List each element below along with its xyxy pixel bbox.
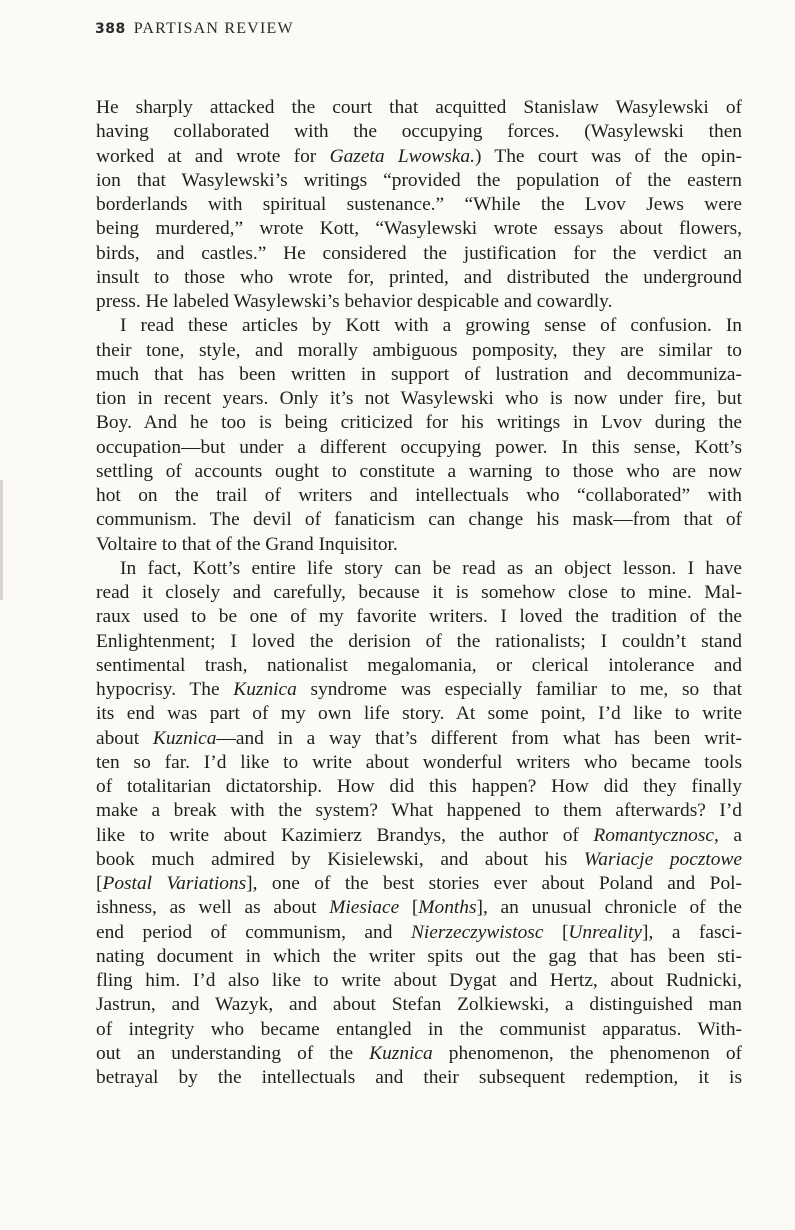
text-run: [ — [96, 873, 103, 894]
italic-title: Postal Variations — [102, 873, 247, 894]
text-line — [96, 557, 742, 581]
text-line — [96, 654, 742, 678]
italic-title: Kuznica — [369, 1042, 433, 1064]
text-line — [96, 969, 742, 993]
text-run: Voltaire to that of the Grand Inquisitor. — [96, 533, 398, 555]
text-line — [96, 217, 742, 241]
text-line — [96, 630, 742, 654]
text-run: having collaborated with the occupying forces. (Wasylewski then — [96, 121, 742, 143]
text-line — [96, 387, 742, 411]
text-line — [96, 120, 742, 144]
text-line — [96, 411, 742, 435]
text-run: out an understanding of the — [96, 1042, 370, 1064]
text-run: its end was part of my own life story. At some point, I’d like to write — [96, 703, 742, 725]
text-run: ishness, as well as about — [96, 897, 330, 919]
text-run: [ — [399, 897, 419, 919]
italic-title: Nierzeczywistosc — [410, 921, 544, 943]
text-run: He sharply attacked the court that acquitted Stanislaw Wasylewski of — [96, 97, 742, 118]
text-line — [96, 193, 742, 217]
text-run: , a — [714, 824, 742, 846]
text-line — [96, 1066, 742, 1090]
journal-title: PARTISAN REVIEW — [133, 20, 294, 37]
text-run: sentimental trash, nationalist megalomania, or clerical intolerance and — [96, 654, 742, 676]
running-header — [95, 20, 294, 38]
italic-title: Unreality — [568, 921, 643, 943]
text-run: insult to those who wrote for, printed, and distributed the underground — [96, 266, 742, 288]
text-line — [96, 848, 742, 872]
text-run: hypocrisy. The — [96, 679, 234, 700]
text-line — [96, 945, 742, 969]
text-line — [96, 581, 742, 605]
text-run: ], a fasci- — [642, 921, 742, 943]
text-run: like to write about Kazimierz Brandys, the author of — [96, 824, 594, 846]
text-run: book much admired by Kisielewski, and about his — [96, 848, 584, 870]
italic-title: Gazeta Lwowska. — [329, 145, 475, 167]
text-run: In fact, Kott’s entire life story can be read as an object lesson. I have — [120, 557, 742, 579]
text-line — [96, 799, 742, 823]
text-run: [ — [543, 921, 569, 943]
text-line — [96, 727, 742, 751]
text-run: nating document in which the writer spits out the gag that has been sti- — [96, 945, 742, 967]
text-line — [96, 266, 742, 290]
text-run: ], an unusual chronicle of the — [476, 897, 742, 919]
page-number: 388 — [95, 21, 126, 37]
italic-title: Miesiace — [329, 897, 400, 919]
text-line — [96, 896, 742, 920]
text-line — [96, 678, 742, 702]
text-line — [96, 484, 742, 508]
text-run: read it closely and carefully, because it is somehow close to mine. Mal- — [96, 582, 742, 603]
text-run: communism. The devil of fanaticism can change his mask—from that of — [96, 509, 742, 531]
text-run: raux used to be one of my favorite writers. I loved the tradition of the — [96, 606, 742, 628]
text-line — [96, 96, 742, 120]
text-run: worked at and wrote for — [96, 145, 330, 167]
text-run: —and in a way that’s different from what has been writ- — [216, 727, 742, 749]
text-run: hot on the trail of writers and intellectuals who “collaborated” with — [96, 485, 742, 506]
text-line — [96, 775, 742, 799]
text-line — [96, 605, 742, 629]
page-edge-shadow — [0, 480, 3, 600]
text-run: Enlightenment; I loved the derision of the rationalists; I couldn’t stand — [96, 630, 742, 652]
text-run: much that has been written in support of lustration and decommuniza- — [96, 363, 742, 385]
text-line — [96, 1018, 742, 1042]
italic-title: Months — [418, 897, 477, 919]
italic-title: Kuznica — [152, 727, 217, 749]
text-line — [96, 508, 742, 532]
text-run: make a break with the system? What happened to them afterwards? I’d — [96, 800, 742, 822]
text-run: occupation—but under a different occupying power. In this sense, Kott’s — [96, 436, 742, 458]
text-line — [96, 169, 742, 193]
text-line — [96, 872, 742, 896]
text-run: end period of communism, and — [96, 921, 411, 943]
text-line — [96, 242, 742, 266]
text-line — [96, 314, 742, 338]
text-line — [96, 290, 742, 314]
text-line — [96, 363, 742, 387]
text-line — [96, 460, 742, 484]
text-run: betrayal by the intellectuals and their subsequent redemption, it is — [96, 1067, 742, 1088]
italic-title: Kuznica — [233, 679, 297, 700]
text-run: ten so far. I’d like to write about wonderful writers who became tools — [96, 751, 742, 773]
text-line — [96, 145, 742, 169]
text-line — [96, 533, 742, 557]
text-run: phenomenon, the phenomenon of — [432, 1042, 742, 1064]
text-line — [96, 824, 742, 848]
text-run: I read these articles by Kott with a growing sense of confusion. In — [120, 315, 742, 337]
text-run: syndrome was especially familiar to me, so that — [296, 679, 742, 700]
text-run: of totalitarian dictatorship. How did this happen? How did they finally — [96, 776, 742, 797]
text-run: of integrity who became entangled in the communist apparatus. With- — [96, 1018, 742, 1040]
text-line — [96, 702, 742, 726]
text-run: Jastrun, and Wazyk, and about Stefan Zolkiewski, a distinguished man — [96, 994, 742, 1016]
text-run: ion that Wasylewski’s writings “provided the population of the eastern — [96, 169, 742, 191]
body-text — [96, 96, 742, 1090]
text-line — [96, 436, 742, 460]
text-run: settling of accounts ought to constitute a warning to those who are now — [96, 460, 742, 482]
text-line — [96, 993, 742, 1017]
text-line — [96, 921, 742, 945]
text-run: about — [96, 727, 153, 749]
text-run: Boy. And he too is being criticized for his writings in Lvov during the — [96, 412, 742, 434]
text-run: birds, and castles.” He considered the justification for the verdict an — [96, 242, 742, 264]
italic-title: Wariacje pocztowe — [583, 848, 742, 870]
text-run: ) The court was of the opin- — [474, 145, 742, 167]
text-run: fling him. I’d also like to write about Dygat and Hertz, about Rudnicki, — [96, 970, 742, 991]
text-line — [96, 1042, 742, 1066]
italic-title: Romantycznosc — [593, 824, 715, 846]
text-run: being murdered,” wrote Kott, “Wasylewski wrote essays about flowers, — [96, 218, 742, 240]
text-line — [96, 751, 742, 775]
text-run: ], one of the best stories ever about Poland and Pol- — [246, 873, 742, 894]
text-run: borderlands with spiritual sustenance.” “While the Lvov Jews were — [96, 194, 742, 215]
text-run: their tone, style, and morally ambiguous pomposity, they are similar to — [96, 339, 742, 361]
text-run: press. He labeled Wasylewski’s behavior despicable and cowardly. — [96, 291, 613, 312]
text-line — [96, 339, 742, 363]
text-run: tion in recent years. Only it’s not Wasylewski who is now under fire, but — [96, 388, 742, 409]
